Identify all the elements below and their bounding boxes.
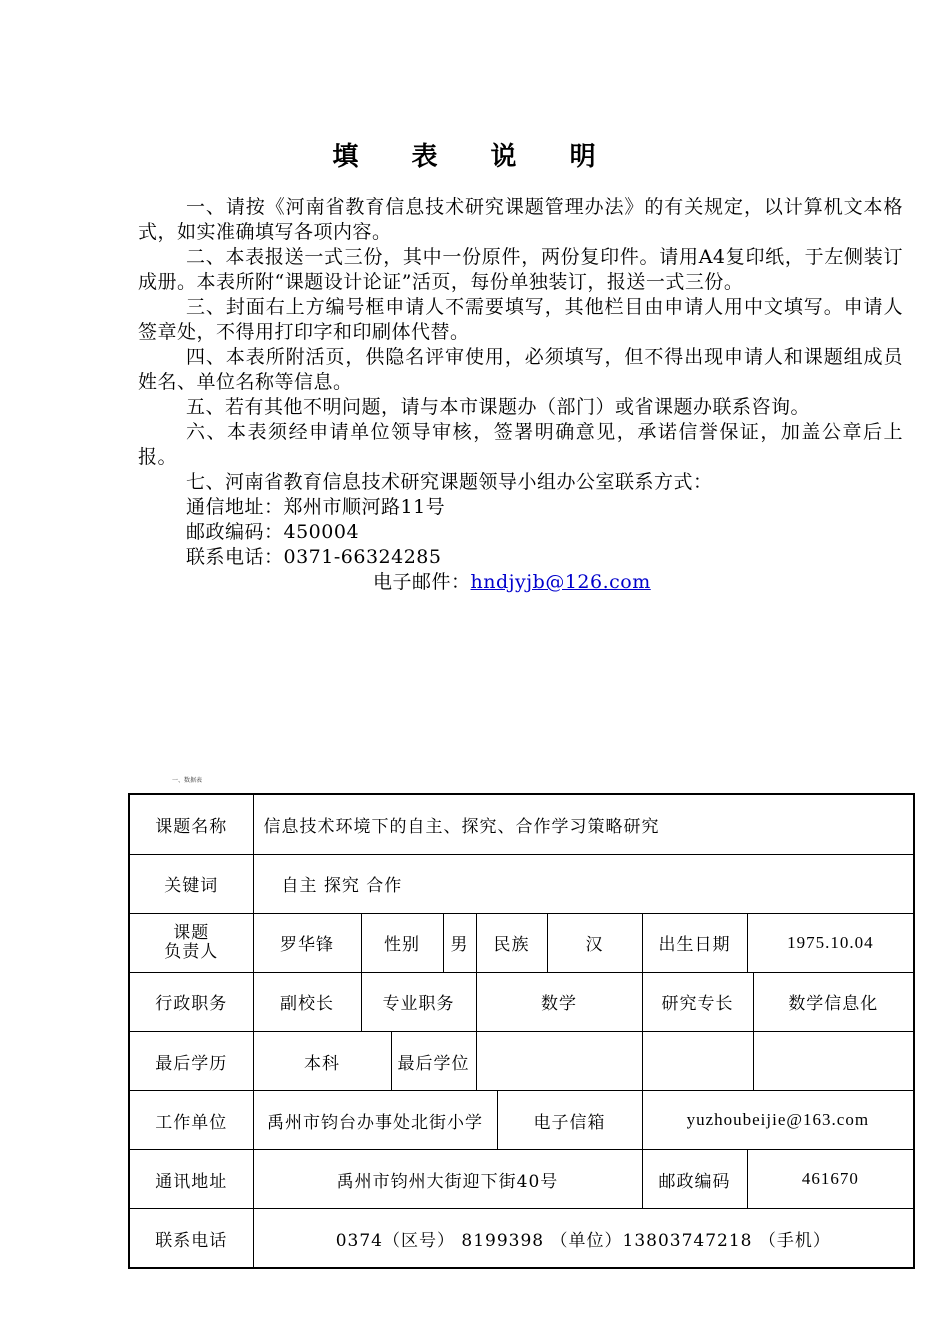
education-label: 最后学历 xyxy=(129,1031,253,1090)
employer-value[interactable]: 禹州市钧台办事处北街小学 xyxy=(253,1091,497,1150)
leader-label-line1: 课题 xyxy=(173,922,210,943)
ethnicity-label: 民族 xyxy=(476,913,547,972)
address-label: 通讯地址 xyxy=(129,1150,253,1209)
section-caption: 一、数据表 xyxy=(172,777,203,784)
phone-label: 联系电话 xyxy=(129,1209,253,1268)
leader-label-line2: 负责人 xyxy=(164,941,219,962)
empty-cell-1 xyxy=(642,1031,753,1090)
row-education xyxy=(129,1031,914,1090)
topic-label: 课题名称 xyxy=(129,794,253,854)
instruction-6: 六、本表须经申请单位领导审核，签署明确意见，承诺信誉保证，加盖公章后上报。 xyxy=(138,421,903,468)
postcode-value[interactable]: 461670 xyxy=(747,1150,914,1209)
email-label: 电子信箱 xyxy=(497,1091,642,1150)
topic-value[interactable]: 信息技术环境下的自主、探究、合作学习策略研究 xyxy=(253,794,914,854)
row-keywords xyxy=(129,854,914,913)
contact-email-label: 电子邮件： xyxy=(373,571,471,593)
page-title: 填 表 说 明 xyxy=(332,142,618,172)
degree-label: 最后学位 xyxy=(391,1031,476,1090)
education-value[interactable]: 本科 xyxy=(253,1031,391,1090)
leader-label xyxy=(129,913,253,972)
admin-title-label: 行政职务 xyxy=(129,972,253,1031)
instruction-1: 一、请按《河南省教育信息技术研究课题管理办法》的有关规定，以计算机文本格式，如实准确填写各项内容。 xyxy=(138,196,903,243)
specialty-value[interactable]: 数学信息化 xyxy=(753,972,914,1031)
instruction-4: 四、本表所附活页，供隐名评审使用，必须填写，但不得出现申请人和课题组成员姓名、单位名称等信息。 xyxy=(138,346,903,393)
employer-label: 工作单位 xyxy=(129,1091,253,1150)
instructions xyxy=(138,195,903,595)
row-employer xyxy=(129,1091,914,1150)
empty-cell-2 xyxy=(753,1031,914,1090)
birth-label: 出生日期 xyxy=(642,913,747,972)
gender-value[interactable]: 男 xyxy=(443,913,476,972)
contact-email-link[interactable]: hndjyjb@126.com xyxy=(470,571,651,593)
phone-value[interactable]: 0374（区号） 8199398 （单位）13803747218 （手机） xyxy=(253,1209,914,1268)
postcode-label: 邮政编码 xyxy=(642,1150,747,1209)
contact-phone: 联系电话：0371-66324285 xyxy=(186,546,442,568)
prof-title-label: 专业职务 xyxy=(361,972,476,1031)
prof-title-value[interactable]: 数学 xyxy=(476,972,642,1031)
address-value[interactable]: 禹州市钧州大街迎下街40号 xyxy=(253,1150,642,1209)
email-value[interactable]: yuzhoubeijie@163.com xyxy=(642,1091,914,1150)
contact-email-line xyxy=(138,570,903,595)
leader-name-value[interactable]: 罗华锋 xyxy=(253,913,361,972)
birth-value[interactable]: 1975.10.04 xyxy=(747,913,914,972)
instruction-5: 五、若有其他不明问题，请与本市课题办（部门）或省课题办联系咨询。 xyxy=(186,396,811,418)
ethnicity-value[interactable]: 汉 xyxy=(547,913,642,972)
data-form-table xyxy=(128,793,915,1269)
keywords-label: 关键词 xyxy=(129,854,253,913)
row-admin xyxy=(129,972,914,1031)
keywords-value[interactable]: 自主 探究 合作 xyxy=(253,854,914,913)
admin-title-value[interactable]: 副校长 xyxy=(253,972,361,1031)
instruction-2: 二、本表报送一式三份，其中一份原件，两份复印件。请用A4复印纸，于左侧装订成册。本表所附“课题设计论证”活页，每份单独装订，报送一式三份。 xyxy=(138,246,903,293)
instruction-3: 三、封面右上方编号框申请人不需要填写，其他栏目由申请人用中文填写。申请人签章处，不得用打印字和印刷体代替。 xyxy=(138,296,903,343)
gender-label: 性别 xyxy=(361,913,443,972)
row-topic xyxy=(129,794,914,854)
row-phone xyxy=(129,1209,914,1268)
degree-value[interactable] xyxy=(476,1031,642,1090)
contact-postcode: 邮政编码：450004 xyxy=(186,521,360,543)
contact-address: 通信地址：郑州市顺河路11号 xyxy=(186,496,446,518)
specialty-label: 研究专长 xyxy=(642,972,753,1031)
row-leader xyxy=(129,913,914,972)
row-address xyxy=(129,1150,914,1209)
instruction-7: 七、河南省教育信息技术研究课题领导小组办公室联系方式： xyxy=(186,471,713,493)
